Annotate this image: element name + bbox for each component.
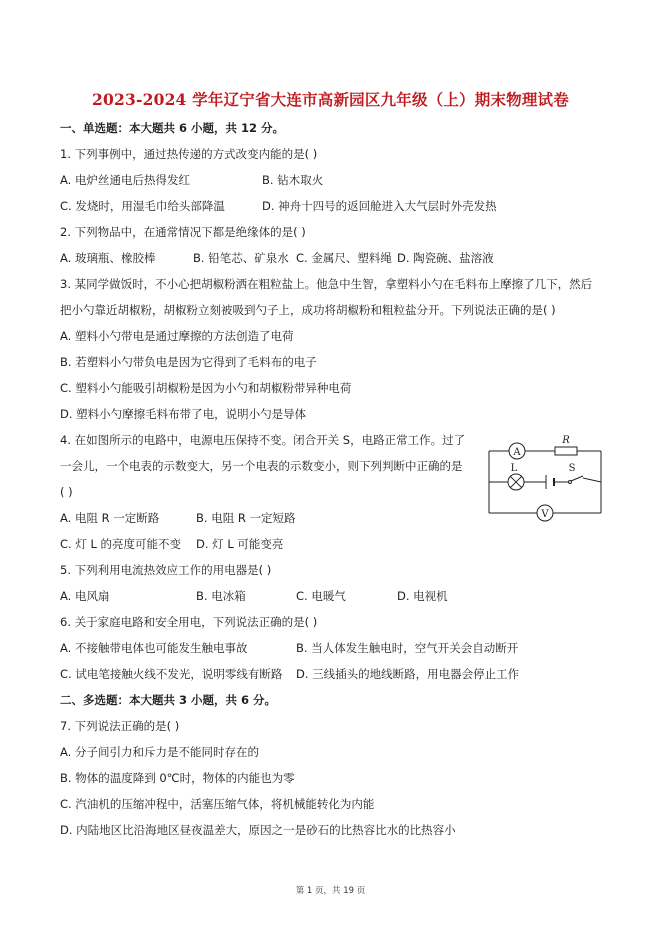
q1-stem: 1. 下列事例中，通过热传递的方式改变内能的是( ): [60, 147, 318, 161]
q6-option-b: B. 当人体发生触电时，空气开关会自动断开: [296, 641, 519, 655]
q4-option-b: B. 电阻 R 一定短路: [196, 511, 296, 525]
q1-option-b: B. 钻木取火: [262, 173, 324, 187]
q5-stem: 5. 下列利用电流热效应工作的用电器是( ): [60, 563, 272, 577]
q5-option-b: B. 电冰箱: [196, 589, 246, 603]
q1-option-d: D. 神舟十四号的返回舱进入大气层时外壳发热: [262, 199, 497, 213]
page-title: 2023-2024 学年辽宁省大连市高新园区九年级（上）期末物理试卷: [92, 90, 569, 109]
page-footer: 第 1 页，共 19 页: [295, 886, 366, 896]
q1-option-a: A. 电炉丝通电后热得发红: [60, 173, 190, 187]
q3-stem-line1: 3. 某同学做饭时，不小心把胡椒粉洒在粗粒盐上。他急中生智，拿塑料小勺在毛料布上摩擦了几下，然后: [60, 277, 593, 291]
q2-stem: 2. 下列物品中，在通常情况下都是绝缘体的是( ): [60, 225, 306, 239]
switch-label: S: [568, 463, 576, 474]
ammeter-label: A: [513, 447, 521, 458]
q5-option-a: A. 电风扇: [60, 589, 110, 603]
q3-option-a: A. 塑料小勺带电是通过摩擦的方法创造了电荷: [60, 329, 294, 343]
q6-stem: 6. 关于家庭电路和安全用电，下列说法正确的是( ): [60, 615, 318, 629]
resistor-label: R: [562, 435, 570, 446]
lamp-label: L: [510, 463, 518, 474]
q7-option-d: D. 内陆地区比沿海地区昼夜温差大，原因之一是砂石的比热容比水的比热容小: [60, 823, 456, 837]
q2-option-c: C. 金属尺、塑料绳: [296, 251, 392, 265]
q1-option-c: C. 发烧时，用湿毛巾给头部降温: [60, 199, 225, 213]
q7-option-b: B. 物体的温度降到 0℃时，物体的内能也为零: [60, 771, 295, 785]
switch-blade: [571, 476, 583, 481]
q2-option-a: A. 玻璃瓶、橡胶棒: [60, 251, 156, 265]
resistor-symbol: [555, 447, 577, 455]
q6-option-c: C. 试电笔接触火线不发光，说明零线有断路: [60, 667, 283, 681]
q4-option-d: D. 灯 L 可能变亮: [196, 537, 284, 551]
q7-option-c: C. 汽油机的压缩冲程中，活塞压缩气体，将机械能转化为内能: [60, 797, 375, 811]
q3-option-b: B. 若塑料小勺带负电是因为它得到了毛料布的电子: [60, 355, 317, 369]
q4-stem-line3: ( ): [60, 485, 73, 499]
q7-option-a: A. 分子间引力和斥力是不能同时存在的: [60, 745, 259, 759]
q7-stem: 7. 下列说法正确的是( ): [60, 719, 180, 733]
section-heading-single-choice: 一、单选题：本大题共 6 小题，共 12 分。: [60, 121, 285, 135]
q3-option-c: C. 塑料小勺能吸引胡椒粉是因为小勺和胡椒粉带异种电荷: [60, 381, 352, 395]
q4-stem-line2: 一会儿，一个电表的示数变大，另一个电表的示数变小，则下列判断中正确的是: [60, 459, 463, 473]
section-heading-multiple-choice: 二、多选题：本大题共 3 小题，共 6 分。: [60, 693, 277, 707]
q5-option-c: C. 电暖气: [296, 589, 346, 603]
voltmeter-label: V: [541, 509, 549, 520]
q4-option-a: A. 电阻 R 一定断路: [60, 511, 160, 525]
q5-option-d: D. 电视机: [397, 589, 448, 603]
q3-stem-line2: 把小勺靠近胡椒粉，胡椒粉立刻被吸到勺子上，成功将胡椒粉和粗粒盐分开。下列说法正确的是( ): [60, 303, 556, 317]
q6-option-a: A. 不接触带电体也可能发生触电事故: [60, 641, 248, 655]
q4-option-c: C. 灯 L 的亮度可能不变: [60, 537, 182, 551]
q6-option-d: D. 三线插头的地线断路，用电器会停止工作: [296, 667, 520, 681]
q4-stem-line1: 4. 在如图所示的电路中，电源电压保持不变。闭合开关 S，电路正常工作。过了: [60, 433, 466, 447]
q2-option-d: D. 陶瓷碗、盐溶液: [397, 251, 494, 265]
q2-option-b: B. 铅笔芯、矿泉水: [193, 251, 289, 265]
q3-option-d: D. 塑料小勺摩擦毛料布带了电，说明小勺是导体: [60, 407, 307, 421]
q4-circuit-diagram: [483, 433, 607, 527]
